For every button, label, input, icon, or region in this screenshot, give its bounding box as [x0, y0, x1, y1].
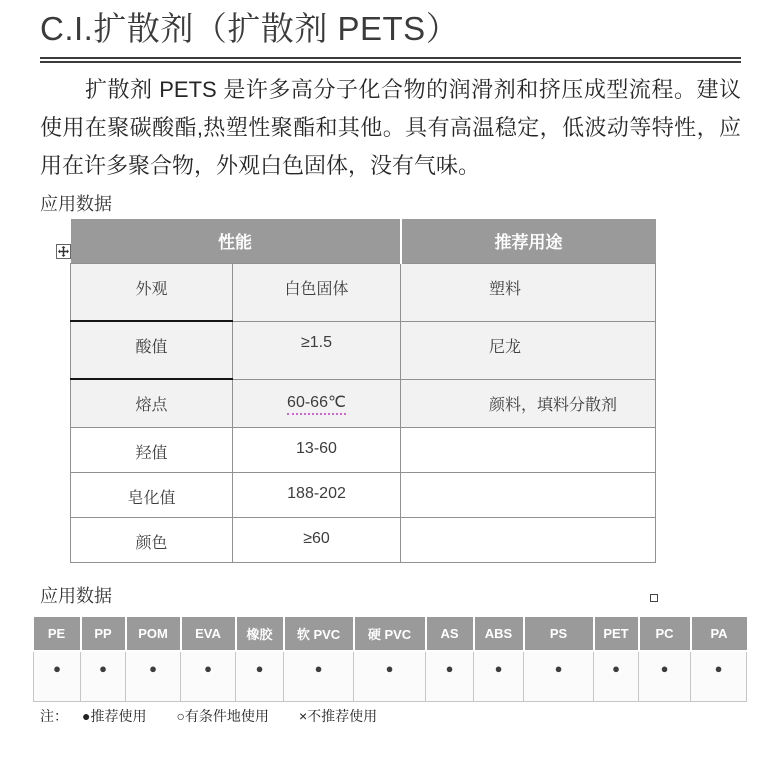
- legend-note: [40, 706, 781, 726]
- recommendation-mark-cell: ●: [284, 651, 354, 702]
- recommended-use-cell: 尼龙: [401, 321, 656, 379]
- table-resize-handle[interactable]: [650, 594, 658, 602]
- property-name-cell: 皂化值: [71, 472, 233, 517]
- property-name-cell: 熔点: [71, 379, 233, 427]
- property-value-cell: 188-202: [233, 472, 401, 517]
- table-row: [71, 517, 656, 562]
- property-name-cell: 酸值: [71, 321, 233, 379]
- properties-table-header-row: [71, 219, 656, 263]
- table-move-handle-icon[interactable]: [56, 244, 71, 259]
- title-double-rule: [40, 57, 741, 63]
- recommendation-mark-cell: ●: [474, 651, 524, 702]
- recommended-use-cell: 颜料，填料分散剂: [401, 379, 656, 427]
- table-row: [71, 321, 656, 379]
- property-value-cell: [233, 379, 401, 427]
- recommendation-mark-cell: ●: [639, 651, 691, 702]
- legend-item-not-recommended: ×不推荐使用: [298, 708, 378, 724]
- properties-section-label: 应用数据: [40, 194, 112, 214]
- polymer-header-cell: PS: [524, 617, 594, 651]
- recommendation-mark-cell: ●: [181, 651, 236, 702]
- recommendation-mark-cell: ●: [354, 651, 426, 702]
- polymer-header-cell: EVA: [181, 617, 236, 651]
- property-name-cell: 羟值: [71, 427, 233, 472]
- applications-table-header-row: [34, 617, 747, 651]
- applications-section-label: 应用数据: [40, 585, 112, 606]
- recommendation-mark-cell: ●: [524, 651, 594, 702]
- recommendation-mark-cell: ●: [236, 651, 284, 702]
- legend-prefix: 注：: [40, 708, 68, 724]
- applications-table: [33, 617, 747, 703]
- polymer-header-cell: PA: [691, 617, 747, 651]
- property-value-cell: ≥60: [233, 517, 401, 562]
- polymer-header-cell: 橡胶: [236, 617, 284, 651]
- recommendation-mark-cell: ●: [126, 651, 181, 702]
- recommended-use-cell: [401, 427, 656, 472]
- polymer-header-cell: AS: [426, 617, 474, 651]
- property-name-cell: 外观: [71, 263, 233, 321]
- header-cell-property: 性能: [71, 219, 401, 263]
- recommendation-mark-cell: ●: [426, 651, 474, 702]
- recommended-use-cell: [401, 472, 656, 517]
- recommendation-mark-cell: ●: [81, 651, 126, 702]
- recommended-use-cell: 塑料: [401, 263, 656, 321]
- polymer-header-cell: 软 PVC: [284, 617, 354, 651]
- property-value-cell: 白色固体: [233, 263, 401, 321]
- polymer-header-cell: PP: [81, 617, 126, 651]
- intro-paragraph: 扩散剂 PETS 是许多高分子化合物的润滑剂和挤压成型流程。建议使用在聚碳酸酯,热塑性聚酯和其他。具有高温稳定，低波动等特性，应用在许多聚合物，外观白色固体，没有气味。: [40, 77, 741, 178]
- table-row: [71, 427, 656, 472]
- recommendation-mark-cell: ●: [34, 651, 81, 702]
- spellcheck-underlined-text: 60-66℃: [287, 394, 346, 415]
- polymer-header-cell: PC: [639, 617, 691, 651]
- recommendation-mark-cell: ●: [594, 651, 639, 702]
- applications-table-marks-row: [34, 651, 747, 702]
- polymer-header-cell: 硬 PVC: [354, 617, 426, 651]
- header-cell-recommended-use: 推荐用途: [401, 219, 656, 263]
- property-value-cell: 13-60: [233, 427, 401, 472]
- recommendation-mark-cell: ●: [691, 651, 747, 702]
- legend-item-conditional: ○有条件地使用: [176, 708, 269, 724]
- properties-table: [70, 219, 656, 563]
- recommended-use-cell: [401, 517, 656, 562]
- property-name-cell: 颜色: [71, 517, 233, 562]
- four-way-arrow-icon: [58, 246, 69, 257]
- property-value-cell: ≥1.5: [233, 321, 401, 379]
- polymer-header-cell: ABS: [474, 617, 524, 651]
- table-row: [71, 263, 656, 321]
- polymer-header-cell: PET: [594, 617, 639, 651]
- polymer-header-cell: POM: [126, 617, 181, 651]
- page-title: C.I.扩散剂（扩散剂 PETS）: [40, 10, 460, 47]
- table-row: [71, 379, 656, 427]
- table-row: [71, 472, 656, 517]
- polymer-header-cell: PE: [34, 617, 81, 651]
- legend-item-recommended: ●推荐使用: [82, 708, 147, 724]
